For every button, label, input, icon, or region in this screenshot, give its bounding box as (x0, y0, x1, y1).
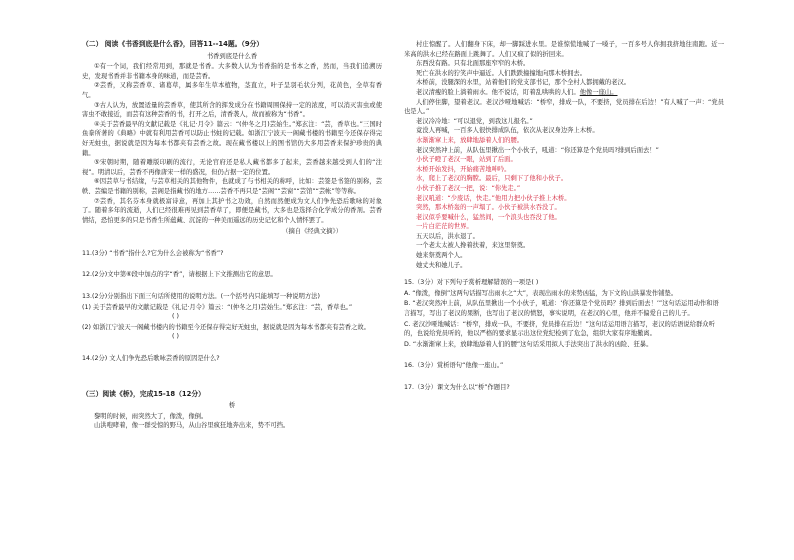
story-paragraph: 一个老太太被人搀着扶着，来这里祭奠。 (416, 242, 530, 250)
article-source: （摘自《经典文摘》） (282, 228, 342, 236)
article-paragraph: ⑥因芸草与书结缘，与芸草相关的其他物件，也就成了与书相关的称呼，比如：芸签是书签的别称，芸帙、芸编是书籍的别称，芸阁是指藏书的地方……芸香不再只是“芸阁”“芸窗”“芸馆”“芸帐”等等称。 (82, 178, 382, 195)
section-heading-reading-2: （二） 阅读《书香到底是什么香》，回答11--14题。（9分） (82, 40, 264, 48)
question-13-item-1-text: (1) 关于芸香最早的文献记载是《礼记·月令》篇云：“(仲冬之月)芸始生。”郑玄注：“芸，香草也。” (82, 303, 353, 311)
question-16: 16.（3分）赏析语句“他像一座山。” (404, 362, 504, 370)
question-15-option-b: B. “老汉突然冲上前，从队伍里揪出一个小伙子，吼道：‘你还算是个党员吗？排到后面去！’”这句话运用动作和语言描写，写出了老汉的果断，也写出了老汉的愤怒，事实说明，在老汉的心里，他并不偏爱自己的儿子。 (404, 300, 719, 318)
story-line: 山洪咆哮着，像一群受惊的野马，从山谷里疯狂地奔出来，势不可挡。 (94, 422, 290, 430)
section-heading-reading-3: （三）阅读《桥》，完成15-18（12分） (82, 389, 205, 398)
story-paragraph: 死亡在洪水的狞笑声中逼近。人们跌跌撞撞地向那木桥拥去。 (416, 69, 587, 77)
story-paragraph: 她来祭奠两个人。 (416, 252, 467, 260)
story-paragraph-highlighted: 老汉吼道：“少废话，快走。”他用力把小伙子推上木桥。 (416, 194, 571, 202)
answer-paren[interactable]: ( ) (172, 333, 179, 341)
question-13: 13.(2分)分别指出下面三句话所使用的说明方法。(一个括号内只能填写一种说明方法) (82, 293, 320, 301)
question-14: 14.(2分) 文人们争先恐后歌咏芸香的原因是什么? (82, 355, 220, 363)
story-body (404, 40, 724, 270)
article-paragraph: ⑦芸香，其名芬本身就极富诗意，再加上其护书之功效，自然而然便成为文人们争先恐后歌咏的对象了。随着多年的流逝，人们已经很难再见到芸香草了，即便是藏书，大多也是选择合化学成分的香剂。芸香情结，恐怕更多的只是书香生所蕴藏、沉淀的一种美而遥远的历史记忆和个人情怀罢了。 (82, 197, 382, 224)
story-paragraph: 她丈夫和她儿子。 (416, 261, 467, 269)
article-paragraph: ④关于芸香最早的文献记载是《礼记·月令》篇云：“(仲冬之月)芸始生。”郑玄注：“芸，香草也。”三国时鱼豢所著的《典略》中就有利用芸香可以防止书蛀的记载。如浙江宁波天一阁藏书楼的书籍至今还保存得完好无蛀虫，据说就是因为每本书都夹有芸香之故。现在藏书楼以上的图书馆仍大多用芸香来保护珍贵的典籍。 (82, 120, 382, 157)
right-column (404, 40, 724, 393)
story-paragraph: 人们停住脚，望着老汉。老汉沙哑地喊话：“桥窄，排成一队，不要挤，党员排在后边！”有人喊了一声：“党员也是人。” (404, 98, 724, 116)
story-paragraph-highlighted: 小伙子推了老汉一把，说：“你先走。” (416, 184, 521, 192)
story-paragraph-highlighted: 小伙子瞪了老汉一眼，站到了后面。 (416, 156, 517, 164)
article-paragraph: ①有一个词，我们经常用到，那就是书香。大多数人认为书香指的是书本之香，然而，当我们追溯历史，发现书香并非书籍本身的味道，而是芸香。 (82, 63, 382, 80)
article-paragraph: ③古人认为，放置适量的芸香草，使其所含的挥发成分在书籍周围保持一定的浓度，可以消灭害虫或使害虫不敢接近，而芸有这种芸香的书，打开之后，清香袭人，故而被称为“书香”。 (82, 101, 382, 119)
question-15-option-c: C. 老汉沙哑地喊话：“桥窄，排成一队，不要挤，党员排在后边！”这句话运用语言描写，老汉的话语说给群众听的，也说给党员听的，他以严格的要求显示出这位党纪检到了危急，组织大家有序地撤离。 (404, 320, 715, 338)
story-paragraph: 老汉冷冷地：“可以退党，到我这儿报名。” (416, 117, 533, 125)
question-15-option-a: A. “像泼，像倒”这两句话描写出雨水之“大”，表现出雨水的来势凶猛，为下文的山洪暴发作铺垫。 (404, 289, 678, 297)
question-13-item-2 (82, 323, 382, 342)
article-title: 书香到底是什么香 (206, 52, 258, 60)
story-paragraph: 村庄惊醒了。人们翻身下床，却一脚踩进水里。是谁惊慌地喊了一嗓子，一百多号人你拥我挤地往南跑。近一米高的洪水已经在路面上跳舞了。人们又疯了似的折回来。 (404, 41, 724, 58)
story-paragraph-highlighted: 水渐渐窜上来，放肆地舔着人们的腰。 (416, 136, 524, 144)
article-paragraph: ②芸香，又称芸香草、诸葛草，属多年生草本植物，茎直立，叶子呈羽毛状分列，花黄色，全草有香气。 (82, 82, 382, 99)
question-11: 11.(3分) “书香”指什么?它为什么会被称为“书香”? (82, 249, 224, 257)
story-paragraph-highlighted: 突然，那木桥轰的一声塌了。小伙子被洪水吞没了。 (416, 204, 561, 212)
story-paragraph-highlighted: 水，爬上了老汉的胸膛。最后，只剩下了他和小伙子。 (416, 175, 568, 183)
article-body (82, 62, 382, 225)
answer-paren[interactable]: ( ) (172, 313, 179, 321)
question-15-option-d: D. “水渐渐窜上来，放肆地舔着人们的腰”这句话采用拟人手法突出了洪水的凶险、狂暴。 (404, 340, 653, 348)
question-13-item-2-text: (2) 如浙江宁波天一阁藏书楼内的书籍至今还保存得完好无蛀虫，据说就是因为每本书都夹有芸香之故。 (82, 323, 370, 331)
question-12: 12.(2分)文中第⑥段中加点的字“香”，请根据上下文推测出它的意思。 (82, 271, 277, 279)
story-paragraph-text: 老汉清瘦的脸上淌着雨水。他不说话，盯着乱哄哄的人们。他像一座山。 (416, 88, 618, 96)
story-paragraph: 木桥前，没腿深的水里，站着他们的党支部书记，那个全村人都拥戴的老汉。 (416, 79, 631, 87)
question-15: 15.（3分）对下列句子赏析理解错误的一项是( ) (404, 279, 539, 287)
question-17: 17.（3分）课文为什么以“桥”作题目? (404, 384, 510, 391)
underlined-phrase: 他像一座山。 (579, 88, 618, 96)
question-13-item-1 (82, 303, 382, 322)
story-paragraph: 老汉突然冲上前，从队伍里揪出一个小伙子，吼道：“你还算是个党员吗?排到后面去！” (416, 146, 659, 154)
story-title: 桥 (228, 402, 236, 410)
article-paragraph: ⑤宋朝时期，随着雕版印刷的流行，无论官府还是私人藏书都多了起来，芸香越来越受到人们的“注视”。明清以后，芸香不再像唐宋一样的盛况，但仍占据一定的位置。 (82, 159, 382, 176)
story-paragraph-highlighted: 一片白茫茫的世界。 (416, 223, 473, 231)
story-paragraph: 东西没有路。只有北面那座窄窄的木桥。 (416, 60, 530, 68)
story-paragraph-highlighted: 木桥开始发抖，开始痛苦地呻吟。 (416, 165, 511, 173)
story-paragraph-underlined (404, 88, 724, 98)
story-paragraph: 五天以后，洪水退了。 (416, 232, 479, 240)
story-line: 黎明的时候，雨突然大了，像泼，像倒。 (94, 412, 208, 420)
story-paragraph-highlighted: 老汉似乎要喊什么，猛然间，一个浪头也吞没了他。 (416, 213, 561, 221)
left-column (82, 40, 382, 431)
story-paragraph: 竟没人再喊，一百多人很快排成队伍，依次从老汉身边奔上木桥。 (416, 127, 599, 135)
